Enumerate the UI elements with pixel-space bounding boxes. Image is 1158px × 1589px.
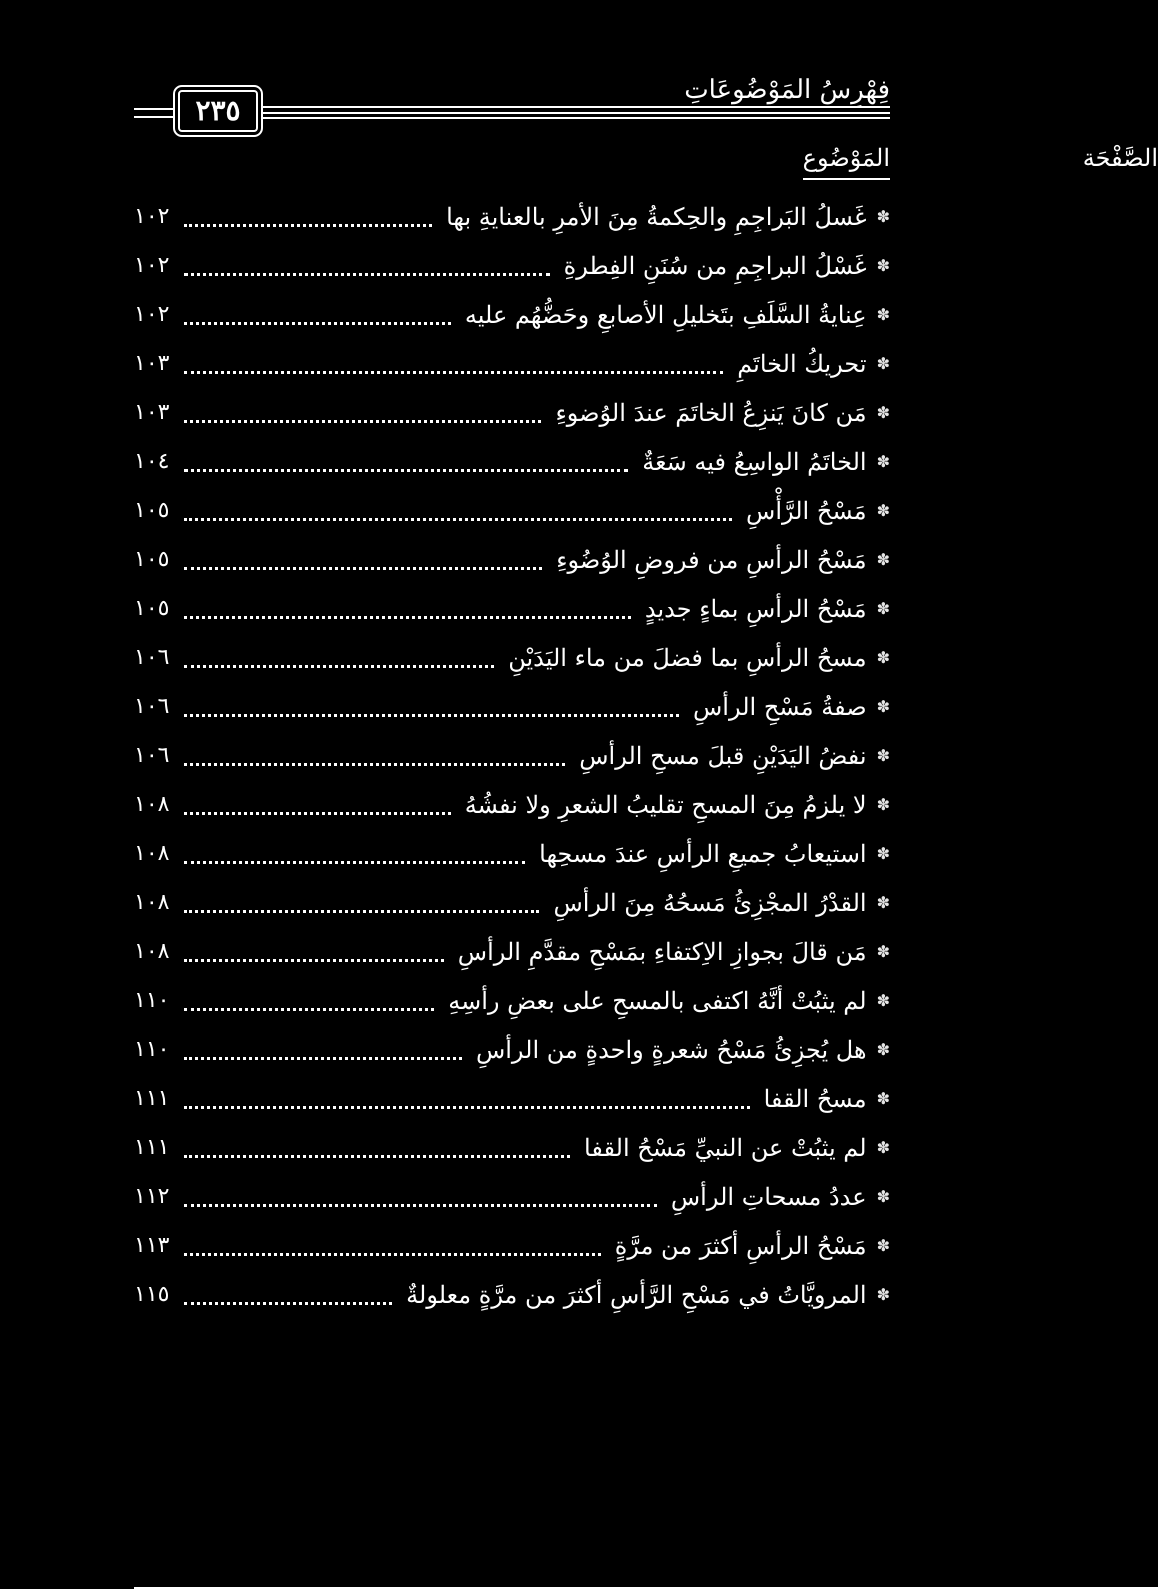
toc-entry: [134, 437, 890, 486]
dot-leader: [184, 749, 565, 766]
flower-bullet-icon: ✽: [876, 746, 890, 765]
toc-entry-page: ١١١: [134, 1135, 170, 1160]
toc-entry-title: تحريكُ الخاتَمِ: [737, 349, 867, 378]
dot-leader: [184, 651, 494, 668]
toc-entry: [134, 388, 890, 437]
toc-entry-page: ١٠٥: [134, 596, 170, 621]
toc-entry-page: ١١٠: [134, 1037, 170, 1062]
toc-entry-title: عددُ مسحاتِ الرأسِ: [670, 1182, 867, 1211]
dot-leader: [184, 896, 539, 913]
flower-bullet-icon: ✽: [876, 1040, 890, 1059]
topic-column-heading: المَوْضُوع: [803, 140, 890, 180]
toc-entry-title: القدْرُ المجْزِئُ مَسحُهُ مِنَ الرأسِ: [553, 888, 867, 917]
toc-entry: [134, 731, 890, 780]
flower-bullet-icon: ✽: [876, 1285, 890, 1304]
flower-bullet-icon: ✽: [876, 942, 890, 961]
header-rule-upper: [262, 106, 890, 108]
toc-entry-title: مَن قالَ بجوازِ الاِكتفاءِ بمَسْحِ مقدَّمِ الرأسِ: [457, 937, 867, 966]
toc-entry: [134, 535, 890, 584]
flower-bullet-icon: ✽: [876, 501, 890, 520]
toc-entry-page: ١٠٣: [134, 400, 170, 425]
toc-entry-page: ١٠٥: [134, 547, 170, 572]
flower-bullet-icon: ✽: [876, 305, 890, 324]
toc-entry: [134, 1221, 890, 1270]
flower-bullet-icon: ✽: [876, 599, 890, 618]
dot-leader: [184, 504, 732, 521]
toc-entry-title: لم يثبُتْ أنَّهُ اكتفى بالمسحِ على بعضِ رأسِهِ: [448, 986, 867, 1015]
toc-entry: [134, 486, 890, 535]
toc-entry-title: المرويَّاتُ في مَسْحِ الرَّأسِ أكثرَ من مرَّةٍ معلولةٌ: [406, 1280, 867, 1309]
dot-leader: [184, 455, 628, 472]
dot-leader: [184, 945, 444, 962]
dot-leader: [184, 210, 432, 227]
toc-entry-title: لم يثبُتْ عن النبيِّ مَسْحُ القفا: [584, 1133, 867, 1162]
toc-entry-page: ١٠٢: [134, 253, 170, 278]
flower-bullet-icon: ✽: [876, 403, 890, 422]
toc-entry-title: هل يُجزِئُ مَسْحُ شعرةٍ واحدةٍ من الرأسِ: [475, 1035, 867, 1064]
flower-bullet-icon: ✽: [876, 991, 890, 1010]
dot-leader: [184, 798, 451, 815]
toc-entry: [134, 584, 890, 633]
toc-entry: [134, 192, 890, 241]
flower-bullet-icon: ✽: [876, 1187, 890, 1206]
toc-entry-title: غَسْلُ البراجِمِ من سُنَنِ الفِطرةِ: [563, 251, 867, 280]
toc-entry-title: غَسلُ البَراجِمِ والحِكمةُ مِنَ الأمرِ بالعنايةِ بها: [446, 202, 867, 231]
toc-entry: [134, 1123, 890, 1172]
toc-entry-title: استيعابُ جميعِ الرأسِ عندَ مسحِها: [539, 839, 867, 868]
toc-entry-title: مَسْحُ الرأسِ بماءٍ جديدٍ: [644, 594, 867, 623]
flower-bullet-icon: ✽: [876, 893, 890, 912]
toc-entry: [134, 878, 890, 927]
toc-entry: [134, 290, 890, 339]
flower-bullet-icon: ✽: [876, 795, 890, 814]
toc-entry-title: مسحُ الرأسِ بما فضلَ من ماء اليَدَيْنِ: [508, 643, 867, 672]
toc-entry: [134, 633, 890, 682]
toc-entry: [134, 976, 890, 1025]
toc-entry-page: ١٠٢: [134, 302, 170, 327]
header-rule-short: [134, 108, 174, 118]
dot-leader: [184, 259, 550, 276]
toc-entry-page: ١٠٦: [134, 645, 170, 670]
toc-entry-title: لا يلزمُ مِنَ المسحِ تقليبُ الشعرِ ولا نفشُهُ: [464, 790, 867, 819]
dot-leader: [184, 308, 451, 325]
toc-entry-title: عِنايةُ السَّلَفِ بتَخليلِ الأصابعِ وحَضُّهُم عليه: [464, 300, 867, 329]
dot-leader: [184, 847, 525, 864]
flower-bullet-icon: ✽: [876, 1236, 890, 1255]
flower-bullet-icon: ✽: [876, 452, 890, 471]
toc-entry-page: ١١٥: [134, 1282, 170, 1307]
toc-entry: [134, 927, 890, 976]
toc-entry: [134, 829, 890, 878]
flower-bullet-icon: ✽: [876, 256, 890, 275]
flower-bullet-icon: ✽: [876, 648, 890, 667]
table-of-contents-list: [134, 192, 890, 1319]
dot-leader: [184, 553, 542, 570]
toc-entry-page: ١١٢: [134, 1184, 170, 1209]
toc-entry-title: الخاتَمُ الواسِعُ فيه سَعَةٌ: [642, 447, 867, 476]
flower-bullet-icon: ✽: [876, 550, 890, 569]
toc-entry-page: ١٠٨: [134, 890, 170, 915]
toc-entry: [134, 682, 890, 731]
dot-leader: [184, 1288, 392, 1305]
flower-bullet-icon: ✽: [876, 207, 890, 226]
dot-leader: [184, 1190, 657, 1207]
dot-leader: [184, 1092, 750, 1109]
header-rule-lower: [262, 112, 890, 119]
toc-entry-title: نفضُ اليَدَيْنِ قبلَ مسحِ الرأسِ: [579, 741, 867, 770]
flower-bullet-icon: ✽: [876, 1089, 890, 1108]
dot-leader: [184, 700, 679, 717]
toc-entry-title: مَن كانَ يَنزِعُ الخاتَمَ عندَ الوُضوءِ: [555, 398, 867, 427]
dot-leader: [184, 1141, 570, 1158]
toc-entry-page: ١٠٦: [134, 694, 170, 719]
toc-entry-page: ١٠٥: [134, 498, 170, 523]
toc-entry-page: ١٠٢: [134, 204, 170, 229]
toc-entry: [134, 1172, 890, 1221]
toc-entry-title: مَسْحُ الرأسِ أكثرَ من مرَّةٍ: [614, 1231, 867, 1260]
dot-leader: [184, 357, 723, 374]
toc-entry-title: صفةُ مَسْحِ الرأسِ: [693, 692, 867, 721]
toc-entry: [134, 241, 890, 290]
page-column-heading: الصَّفْحَة: [134, 140, 1158, 1589]
flower-bullet-icon: ✽: [876, 697, 890, 716]
dot-leader: [184, 406, 541, 423]
toc-entry: [134, 1074, 890, 1123]
toc-entry-page: ١٠٨: [134, 841, 170, 866]
page-number: ٢٣٥: [178, 90, 258, 132]
toc-entry-title: مَسْحُ الرَّأْسِ: [746, 496, 867, 525]
flower-bullet-icon: ✽: [876, 844, 890, 863]
toc-entry: [134, 1270, 890, 1319]
toc-entry-page: ١١١: [134, 1086, 170, 1111]
dot-leader: [184, 1043, 462, 1060]
flower-bullet-icon: ✽: [876, 1138, 890, 1157]
toc-entry: [134, 1025, 890, 1074]
toc-entry-page: ١٠٦: [134, 743, 170, 768]
toc-entry-title: مسحُ القفا: [763, 1084, 867, 1113]
toc-entry-page: ١٠٨: [134, 939, 170, 964]
flower-bullet-icon: ✽: [876, 354, 890, 373]
dot-leader: [184, 994, 434, 1011]
toc-entry-page: ١١٣: [134, 1233, 170, 1258]
toc-entry-title: مَسْحُ الرأسِ من فروضِ الوُضُوءِ: [556, 545, 867, 574]
toc-entry-page: ١٠٨: [134, 792, 170, 817]
toc-entry-page: ١١٠: [134, 988, 170, 1013]
toc-entry-page: ١٠٤: [134, 449, 170, 474]
running-header-title: فِهْرِسُ المَوْضُوعَاتِ: [684, 75, 890, 105]
toc-entry: [134, 339, 890, 388]
dot-leader: [184, 602, 631, 619]
toc-entry: [134, 780, 890, 829]
toc-entry-page: ١٠٣: [134, 351, 170, 376]
dot-leader: [184, 1239, 601, 1256]
